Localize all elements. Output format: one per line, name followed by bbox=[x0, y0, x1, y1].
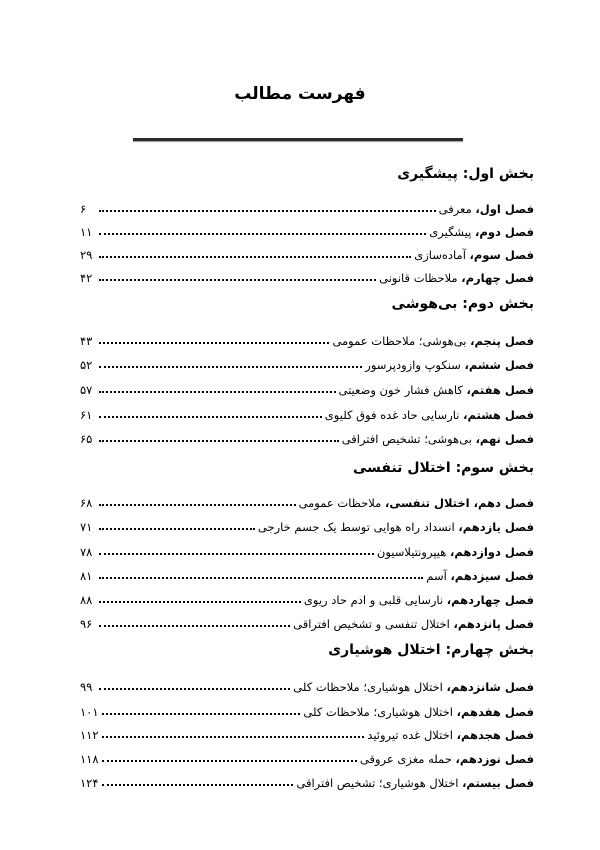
chapter-name: فصل اول، bbox=[475, 202, 534, 216]
toc-entry[interactable] bbox=[80, 377, 534, 397]
dot-leader bbox=[99, 601, 301, 603]
chapter-topic: اختلال تنفسی و تشخیص افتراقی bbox=[293, 617, 454, 631]
page-number: ۵۲ bbox=[80, 358, 93, 372]
page-number: ۶۵ bbox=[80, 432, 93, 446]
chapter-name: فصل شانزدهم، bbox=[446, 680, 534, 694]
dot-leader bbox=[99, 256, 411, 258]
chapter-name: فصل پنجم، bbox=[470, 334, 534, 348]
section-heading: بخش چهارم: اختلال هوشیاری bbox=[328, 642, 534, 658]
chapter-topic: اختلال غده تیروئید bbox=[367, 728, 457, 742]
chapter-topic: اختلال هوشیاری؛ تشخیص افتراقی bbox=[296, 776, 463, 790]
chapter-name: فصل دهم، اختلال تنفسی، bbox=[384, 496, 534, 510]
dot-leader bbox=[99, 553, 374, 555]
page-number: ۱۱ bbox=[80, 225, 93, 239]
toc-entry[interactable] bbox=[80, 722, 534, 742]
entry-label bbox=[439, 202, 534, 216]
dot-leader bbox=[99, 440, 339, 442]
page-number: ۹۹ bbox=[80, 680, 93, 694]
page-number: ۷۱ bbox=[80, 520, 93, 534]
chapter-name: فصل چهاردهم، bbox=[446, 593, 534, 607]
dot-leader bbox=[102, 713, 301, 715]
chapter-name: فصل سیزدهم، bbox=[450, 569, 534, 583]
entry-label bbox=[304, 593, 534, 607]
page-number: ۸۱ bbox=[80, 569, 93, 583]
chapter-topic: پیشگیری bbox=[429, 225, 476, 239]
page-number: ۷۸ bbox=[80, 545, 93, 559]
page-number: ۶۸ bbox=[80, 496, 93, 510]
chapter-name: فصل هفدهم، bbox=[456, 705, 534, 719]
dot-leader bbox=[102, 784, 294, 786]
page-number: ۶۱ bbox=[80, 408, 93, 422]
entry-label bbox=[299, 496, 534, 510]
chapter-topic: سنکوپ وازودپرسور bbox=[365, 358, 465, 372]
chapter-topic: انسداد راه هوایی توسط یک جسم خارجی bbox=[257, 520, 459, 534]
toc-entry[interactable] bbox=[80, 611, 534, 631]
dot-leader bbox=[99, 391, 336, 393]
toc-entry[interactable] bbox=[80, 514, 534, 534]
dot-leader bbox=[99, 528, 255, 530]
toc-entry[interactable] bbox=[80, 770, 534, 790]
toc-entry[interactable] bbox=[80, 402, 534, 422]
toc-entry[interactable] bbox=[80, 242, 534, 262]
dot-leader bbox=[99, 210, 436, 212]
entry-label bbox=[293, 680, 534, 694]
chapter-name: فصل چهارم، bbox=[461, 271, 534, 285]
entry-label bbox=[414, 248, 534, 262]
page-number: ۱۲۴ bbox=[80, 776, 99, 790]
chapter-topic: معرفی bbox=[438, 202, 476, 216]
page-number: ۹۶ bbox=[80, 617, 93, 631]
chapter-topic: بی‌هوشی؛ ملاحظات عمومی bbox=[332, 334, 471, 348]
dot-leader bbox=[99, 233, 426, 235]
entry-label bbox=[429, 225, 534, 239]
toc-entry[interactable] bbox=[80, 426, 534, 446]
page-number: ۱۰۱ bbox=[80, 705, 99, 719]
section-heading: بخش سوم: اختلال تنفسی bbox=[352, 460, 534, 476]
chapter-name: فصل ششم، bbox=[464, 358, 534, 372]
entry-label bbox=[332, 334, 534, 348]
chapter-topic: نارسایی حاد غده فوق کلیوی bbox=[324, 408, 464, 422]
dot-leader bbox=[99, 625, 290, 627]
entry-label bbox=[377, 545, 534, 559]
title-divider bbox=[133, 138, 463, 141]
chapter-topic: بی‌هوشی؛ تشخیص افتراقی bbox=[341, 432, 476, 446]
chapter-name: فصل هجدهم، bbox=[456, 728, 534, 742]
toc-entry[interactable] bbox=[80, 352, 534, 372]
page-number: ۴۳ bbox=[80, 334, 93, 348]
chapter-name: فصل یازدهم، bbox=[458, 520, 534, 534]
dot-leader bbox=[99, 416, 322, 418]
entry-label bbox=[365, 358, 534, 372]
entry-label bbox=[296, 776, 534, 790]
chapter-topic: اختلال هوشیاری؛ ملاحظات کلی bbox=[303, 705, 457, 719]
toc-entry[interactable] bbox=[80, 563, 534, 583]
chapter-topic: اختلال هوشیاری؛ ملاحظات کلی bbox=[293, 680, 447, 694]
dot-leader bbox=[99, 366, 362, 368]
chapter-name: فصل نهم، bbox=[475, 432, 534, 446]
chapter-topic: آماده‌سازی bbox=[414, 248, 470, 262]
chapter-name: فصل دوازدهم، bbox=[449, 545, 534, 559]
chapter-name: فصل نوزدهم، bbox=[455, 752, 534, 766]
entry-label bbox=[426, 569, 534, 583]
page-number: ۴۲ bbox=[80, 271, 93, 285]
toc-entry[interactable] bbox=[80, 746, 534, 766]
dot-leader bbox=[99, 342, 329, 344]
section-heading: بخش اول: پیشگیری bbox=[397, 166, 534, 182]
entry-label bbox=[325, 408, 534, 422]
entry-label bbox=[367, 728, 534, 742]
chapter-topic: نارسایی قلبی و ادم حاد ریوی bbox=[303, 593, 447, 607]
chapter-name: فصل بیستم، bbox=[462, 776, 534, 790]
chapter-topic: حمله مغزی عروقی bbox=[359, 752, 456, 766]
entry-label bbox=[342, 432, 534, 446]
dot-leader bbox=[99, 688, 290, 690]
chapter-topic: ملاحظات عمومی bbox=[298, 496, 385, 510]
chapter-topic: آسم bbox=[426, 569, 451, 583]
entry-label bbox=[339, 383, 535, 397]
chapter-name: فصل پانزدهم، bbox=[453, 617, 534, 631]
page-title: فهرست مطالب bbox=[234, 84, 366, 104]
toc-entry[interactable] bbox=[80, 539, 534, 559]
chapter-topic: ملاحظات قانونی bbox=[379, 271, 462, 285]
toc-entry[interactable] bbox=[80, 265, 534, 285]
toc-entry[interactable] bbox=[80, 587, 534, 607]
page-number: ۱۱۸ bbox=[80, 752, 99, 766]
section-heading: بخش دوم: بی‌هوشی bbox=[391, 296, 534, 312]
toc-entry[interactable] bbox=[80, 219, 534, 239]
entry-label bbox=[360, 752, 534, 766]
page-number: ۸۸ bbox=[80, 593, 93, 607]
chapter-topic: کاهش فشار خون وضعیتی bbox=[338, 383, 467, 397]
dot-leader bbox=[99, 577, 423, 579]
toc-entry[interactable] bbox=[80, 674, 534, 694]
chapter-name: فصل دوم، bbox=[475, 225, 534, 239]
dot-leader bbox=[99, 504, 296, 506]
entry-label bbox=[293, 617, 534, 631]
chapter-topic: هیپرونتیلاسیون bbox=[376, 545, 450, 559]
page-number: ۱۱۲ bbox=[80, 728, 99, 742]
page-number: ۲۹ bbox=[80, 248, 93, 262]
dot-leader bbox=[102, 736, 365, 738]
chapter-name: فصل هفتم، bbox=[466, 383, 534, 397]
entry-label bbox=[379, 271, 534, 285]
page-number: ۵۷ bbox=[80, 383, 93, 397]
page-number: ۶ bbox=[80, 202, 87, 216]
entry-label bbox=[303, 705, 534, 719]
chapter-name: فصل سوم، bbox=[469, 248, 534, 262]
dot-leader bbox=[99, 279, 376, 281]
toc-entry[interactable] bbox=[80, 699, 534, 719]
toc-entry[interactable] bbox=[80, 490, 534, 510]
toc-entry[interactable] bbox=[80, 196, 534, 216]
toc-entry[interactable] bbox=[80, 328, 534, 348]
entry-label bbox=[258, 520, 534, 534]
dot-leader bbox=[102, 760, 357, 762]
chapter-name: فصل هشتم، bbox=[463, 408, 534, 422]
